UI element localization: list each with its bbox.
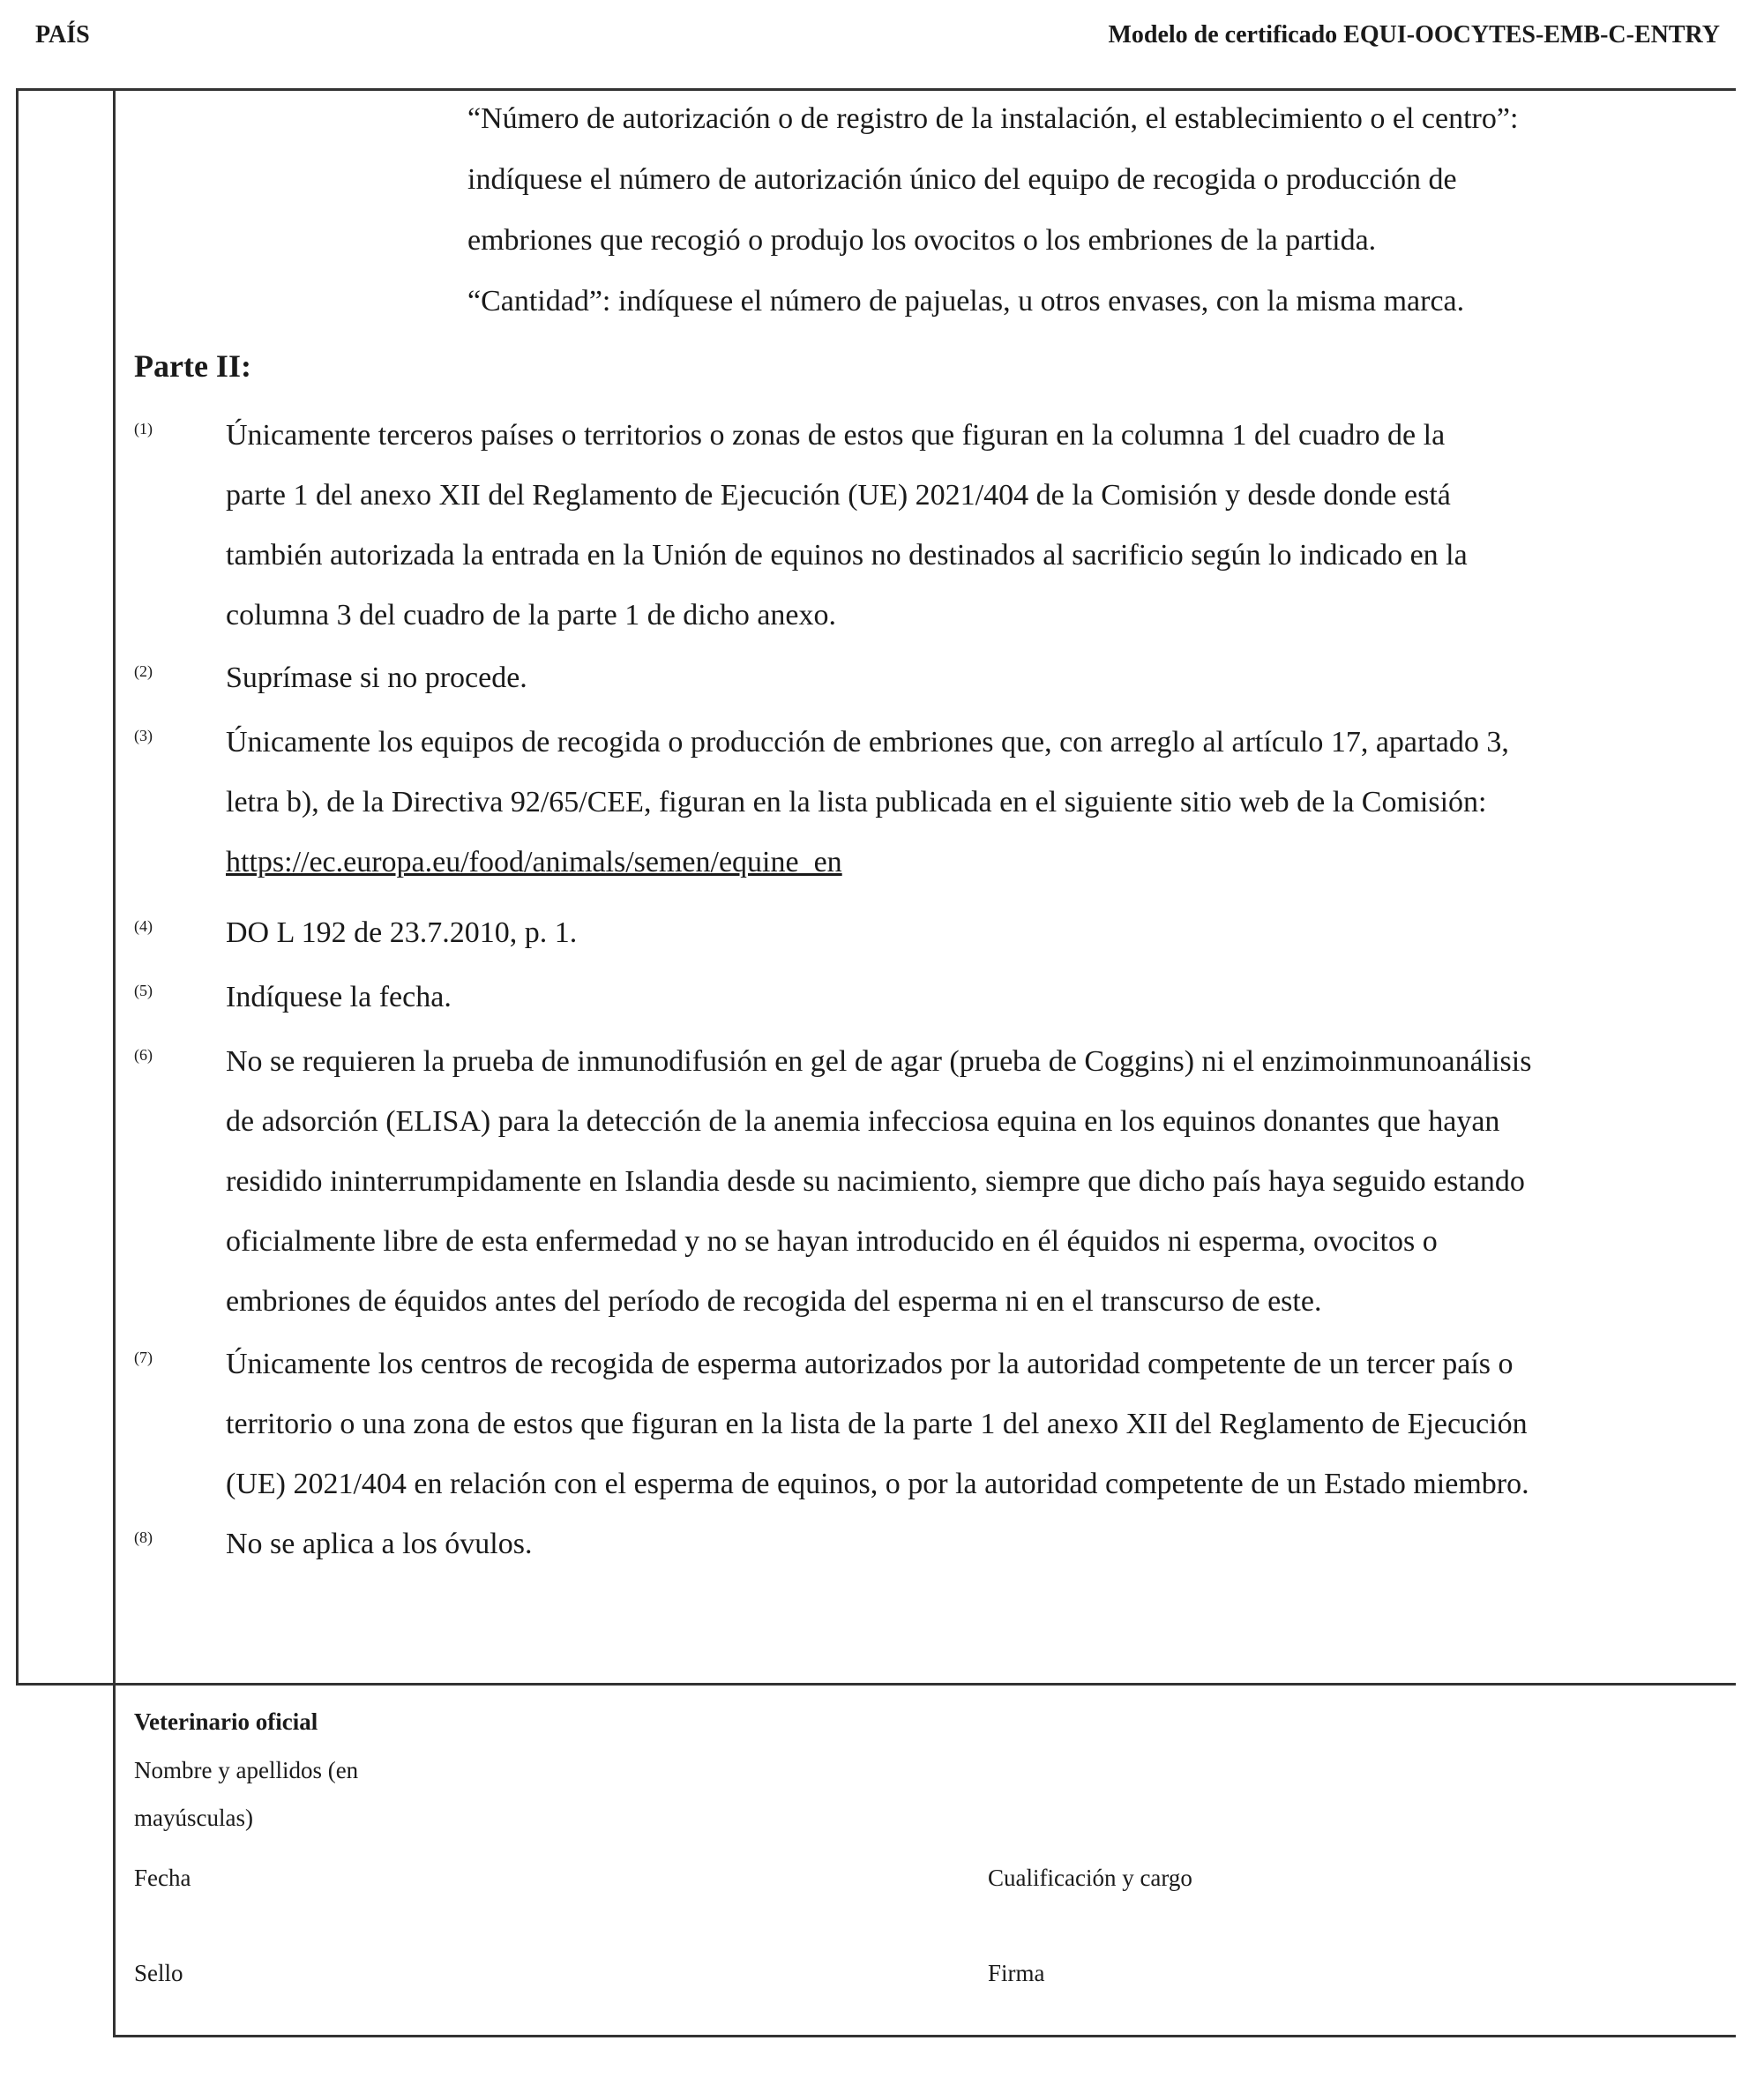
note-line: también autorizada la entrada en la Unión de equinos no destinados al sacrificio según lo indicado en la: [226, 539, 1468, 572]
part-ii-heading: Parte II:: [134, 348, 251, 384]
note-text: [226, 1514, 1764, 1574]
note-line: (UE) 2021/404 en relación con el esperma de equinos, o por la autoridad competente de un Estado miembro.: [226, 1468, 1529, 1500]
note-text: [226, 648, 1764, 708]
note-line: de adsorción (ELISA) para la detección de la anemia infecciosa equina en los equinos donantes que hayan: [226, 1105, 1500, 1138]
note-number: (7): [134, 1349, 153, 1366]
note-text: [226, 713, 1764, 893]
commission-website-link[interactable]: https://ec.europa.eu/food/animals/semen/equine_en: [226, 846, 842, 878]
note-text: [226, 968, 1764, 1028]
intro-paragraph-1: [467, 88, 1702, 271]
left-outer-border: [16, 88, 19, 1685]
note-number: (2): [134, 662, 153, 680]
note-line: Únicamente los centros de recogida de esperma autorizados por la autoridad competente de un tercer país o: [226, 1348, 1514, 1380]
note-line: Únicamente terceros países o territorios o zonas de estos que figuran en la columna 1 del cuadro de la: [226, 419, 1446, 452]
name-label-line: mayúsculas): [134, 1805, 253, 1831]
name-label-line: Nombre y apellidos (en: [134, 1757, 359, 1783]
note-line: No se aplica a los óvulos.: [226, 1528, 533, 1560]
note-line: columna 3 del cuadro de la parte 1 de dicho anexo.: [226, 599, 837, 632]
name-field-label: [134, 1746, 358, 1842]
note-text: [226, 406, 1764, 646]
intro-line: “Número de autorización o de registro de la instalación, el establecimiento o el centro”:: [467, 102, 1519, 135]
note-text: [226, 1334, 1764, 1514]
note-line: Únicamente los equipos de recogida o producción de embriones que, con arreglo al artículo 17, apartado 3,: [226, 726, 1509, 759]
note-line: DO L 192 de 23.7.2010, p. 1.: [226, 916, 578, 949]
left-inner-border: [113, 88, 116, 2037]
note-line: Suprímase si no procede.: [226, 662, 527, 694]
bottom-border: [113, 2035, 1736, 2037]
note-number: (4): [134, 917, 153, 935]
header-country: PAÍS: [35, 21, 90, 49]
note-number: (8): [134, 1529, 153, 1546]
intro-line: indíquese el número de autorización único del equipo de recogida o producción de: [467, 163, 1457, 196]
note-text: [226, 903, 1764, 963]
note-line: parte 1 del anexo XII del Reglamento de Ejecución (UE) 2021/404 de la Comisión y desde donde está: [226, 479, 1451, 512]
note-line: residido ininterrumpidamente en Islandia desde su nacimiento, siempre que dicho país haya seguido estando: [226, 1165, 1525, 1198]
section-divider: [16, 1683, 1736, 1686]
stamp-field-label: Sello: [134, 1960, 183, 1986]
note-line: oficialmente libre de esta enfermedad y no se hayan introducido en él équidos ni esperma, ovocitos o: [226, 1225, 1438, 1258]
note-line: territorio o una zona de estos que figuran en la lista de la parte 1 del anexo XII del Reglamento de Ejecución: [226, 1408, 1528, 1440]
note-number: (6): [134, 1046, 153, 1064]
official-veterinarian-title: Veterinario oficial: [134, 1708, 318, 1735]
note-text: [226, 1032, 1764, 1332]
note-number: (3): [134, 727, 153, 744]
note-number: (5): [134, 982, 153, 999]
note-number: (1): [134, 420, 153, 437]
header-model: Modelo de certificado EQUI-OOCYTES-EMB-C-ENTRY: [1108, 21, 1720, 49]
note-line: Indíquese la fecha.: [226, 981, 452, 1013]
date-field-label: Fecha: [134, 1865, 191, 1891]
qualification-field-label: Cualificación y cargo: [988, 1865, 1192, 1891]
note-line: embriones de équidos antes del período de recogida del esperma ni en el transcurso de este.: [226, 1285, 1322, 1318]
intro-line: embriones que recogió o produjo los ovocitos o los embriones de la partida.: [467, 224, 1377, 257]
intro-paragraph-2: “Cantidad”: indíquese el número de pajuelas, u otros envases, con la misma marca.: [467, 285, 1465, 318]
signature-field-label: Firma: [988, 1960, 1045, 1986]
note-line: No se requieren la prueba de inmunodifusión en gel de agar (prueba de Coggins) ni el enzimoinmunoanálisis: [226, 1045, 1532, 1078]
note-line: letra b), de la Directiva 92/65/CEE, figuran en la lista publicada en el siguiente sitio web de la Comisión:: [226, 786, 1487, 819]
